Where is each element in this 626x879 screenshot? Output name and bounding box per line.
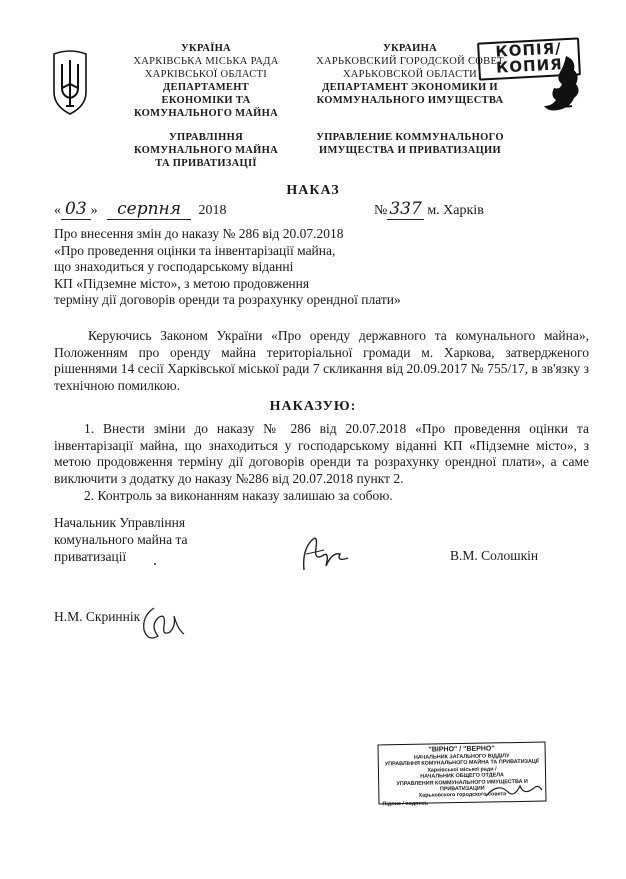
header-ua-dept-1: ДЕПАРТАМЕНТ: [163, 82, 249, 93]
subject-line-3: що знаходиться у господарському віданні: [54, 259, 294, 274]
header-ru-dept-1: ДЕПАРТАМЕНТ ЭКОНОМИКИ И: [322, 82, 498, 93]
kharkiv-emblem-icon: [536, 52, 584, 116]
header-ru-mgmt-1: УПРАВЛЕНИЕ КОММУНАЛЬНОГО: [316, 132, 504, 143]
verno-stamp-line-3: Харківської міської ради /: [427, 766, 497, 774]
header-ua-country: УКРАЇНА: [181, 43, 231, 54]
preamble-paragraph: Керуючись Законом України «Про оренду державного та комунального майна», Положенням про оренду майна територіальної громади м. Харкова, затвердженого рішеннями 14 сесії Харківської міської ради 7 скликання від 20.09.2017 № 755/17, в зв'язку з технічною помилкою.: [54, 328, 589, 393]
header-ua-mgmt-1: УПРАВЛІННЯ: [169, 132, 243, 143]
copy-stamp-line-1: КОПІЯ/: [495, 39, 563, 61]
order-city: м. Харків: [427, 203, 484, 218]
header-ua-dept-3: КОМУНАЛЬНОГО МАЙНА: [133, 108, 278, 119]
order-item-2: 2. Контроль за виконанням наказу залишаю за собою.: [84, 488, 393, 503]
header-ru-council-1: ХАРЬКОВСКИЙ ГОРОДСКОЙ СОВЕТ: [316, 56, 504, 67]
date-open-quote: «: [54, 203, 61, 218]
subject-line-2: «Про проведення оцінки та інвентарізації майна,: [54, 242, 336, 258]
verno-stamp-sign-label: Підпис / подпись: [382, 800, 429, 808]
header-ru-council-2: ХАРЬКОВСКОЙ ОБЛАСТИ: [342, 69, 478, 80]
subject-line-1: Про внесення змін до наказу № 286 від 20.07.2018: [54, 226, 344, 241]
executor-name: Н.М. Скриннік: [54, 609, 141, 624]
signature-title-3: приватизації: [54, 549, 127, 564]
copy-stamp-line-2: КОПИЯ: [495, 55, 564, 77]
signature-title-2: комунального майна та: [54, 532, 188, 547]
order-subject: [54, 226, 454, 309]
header-ru-mgmt-2: ИМУЩЕСТВА И ПРИВАТИЗАЦИИ: [319, 145, 501, 156]
verno-stamp-line-2: УПРАВЛІННЯ КОМУНАЛЬНОГО МАЙНА ТА ПРИВАТИЗАЦІЇ: [384, 759, 539, 768]
signatory-name: В.М. Солошкін: [450, 548, 539, 563]
signature-title-1: Начальник Управління: [54, 515, 186, 530]
header-ua-council-2: ХАРКІВСЬКОЇ ОБЛАСТІ: [144, 69, 268, 80]
verno-stamp-line-1: НАЧАЛЬНИК ЗАГАЛЬНОГО ВІДДІЛУ: [413, 753, 510, 761]
signature-title: [54, 514, 188, 565]
date-year: 2018: [198, 203, 227, 218]
order-number: [374, 199, 484, 220]
header-ua-dept-2: ЕКОНОМІКИ ТА: [161, 95, 251, 106]
header-ua-council-1: ХАРКІВСЬКА МІСЬКА РАДА: [133, 56, 279, 67]
nakazuyu-heading: НАКАЗУЮ:: [269, 399, 357, 414]
document-title: НАКАЗ: [286, 183, 340, 198]
date-month: серпня: [107, 199, 191, 220]
verno-stamp-line-4: НАЧАЛЬНИК ОБЩЕГО ОТДЕЛА: [420, 772, 504, 780]
verno-stamp-line-5: УПРАВЛЕНИЯ КОММУНАЛЬНОГО ИМУЩЕСТВА И ПРИВАТИЗАЦИИ: [396, 778, 528, 793]
header-ru-dept-2: КОММУНАЛЬНОГО ИМУЩЕСТВА: [316, 95, 504, 106]
header-ru-country: УКРАИНА: [383, 43, 437, 54]
stray-dot: [154, 563, 156, 565]
executor-signature-icon: [136, 602, 186, 646]
order-item-1: 1. Внести зміни до наказу № 286 від 20.07.2018 «Про проведення оцінки та інвентарізації майна, що знаходиться у господарському віданні КП «Підземне місто», з метою продовження терміну дії договорів оренди та розрахунку орендної плати», а саме виключити з додатку до наказу №286 від 20.07.2018 пункт 2.: [54, 421, 589, 486]
order-number-value: 337: [389, 199, 422, 219]
verno-stamp-title: "ВІРНО" / "ВЕРНО": [428, 745, 495, 754]
date-close-quote: »: [90, 203, 98, 218]
subject-line-4: КП «Підземне місто», з метою продовження: [54, 275, 310, 291]
verno-signature-icon: [484, 778, 544, 802]
header-ua-mgmt-2: КОМУНАЛЬНОГО МАЙНА: [133, 145, 278, 156]
order-number-prefix: №: [374, 203, 388, 218]
head-signature-icon: [296, 530, 356, 576]
subject-line-5: терміну дії договорів оренди та розрахунку орендної плати»: [54, 292, 401, 307]
header-ua-mgmt-3: ТА ПРИВАТИЗАЦІЇ: [155, 158, 257, 169]
date-line: [54, 199, 594, 220]
header-ukrainian: [112, 42, 300, 170]
coat-of-arms-icon: [50, 48, 90, 116]
date-day: 03: [61, 199, 91, 220]
verno-stamp-line-6: Харьковского городского совета: [418, 791, 507, 800]
